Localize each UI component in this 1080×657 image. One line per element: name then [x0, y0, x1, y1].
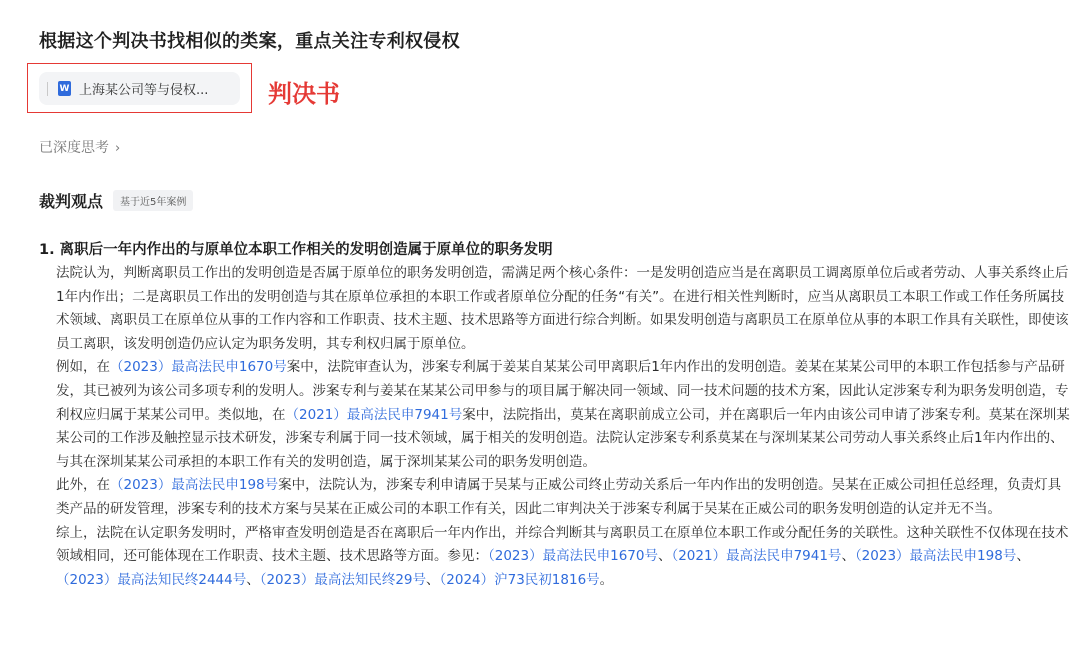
- case-link[interactable]: （2021）最高法民申7941号: [671, 548, 842, 565]
- text: 案中，法院指出，莫某在离职前成立公司，并在离职后一年内由该公司申请了涉案专利。莫某在深圳某某公司的工作涉及触控显示技术研发，涉案专利属于同一技术领域，属于相关的发明创造。法院认定涉案专利系莫某在与深圳某某公司劳动人事关系终止后1年内作出的、与其在深圳某某公司承担的本职工作有关的发明创造，属于深圳某某公司的职务发明创造。: [56, 406, 1070, 470]
- deep-thinking-label: 已深度思考: [39, 140, 109, 156]
- section-title-text: 裁判观点: [39, 192, 104, 211]
- word-doc-icon: W: [58, 81, 71, 96]
- text: 综上，法院在认定职务发明时，严格审查发明创造是否在离职后一年内作出，并综合判断其与离职员工在原单位本职工作或分配任务的关联性。这种关联性不仅体现在技术领域相同，还可能体现在工作职责、技术主题、技术思路等方面。参见：: [56, 524, 1069, 565]
- user-query: 根据这个判决书找相似的类案，重点关注专利权侵权: [39, 31, 460, 52]
- separator: 、: [841, 548, 855, 565]
- end-mark: 。: [599, 571, 614, 588]
- attachment-chip[interactable]: [39, 72, 240, 105]
- text: 例如，在: [56, 359, 110, 376]
- section-title: [39, 189, 193, 212]
- attachment-filename: 上海某公司等与侵权...: [79, 83, 209, 98]
- text: 此外，在: [56, 477, 110, 494]
- separator: 、: [1016, 548, 1030, 565]
- case-link[interactable]: （2023）最高法民申198号: [110, 477, 279, 494]
- text: 案中，法院审查认为，涉案专利属于姜某自某某公司甲离职后1年内作出的发明创造。姜某在某某公司甲的本职工作包括参与产品研发，其已被列为该公司多项专利的发明人。涉案专利与姜某在某某公司甲参与的项目属于解决同一领域、同一技术问题的技术方案，因此认定涉案专利为职务发明创造，专利权应归属于某某公司甲。类似地，在: [56, 359, 1069, 423]
- item-body: [56, 262, 1072, 592]
- paragraph-4: [56, 522, 1072, 593]
- item-title: 1. 离职后一年内作出的与原单位本职工作相关的发明创造属于原单位的职务发明: [39, 242, 553, 258]
- case-link[interactable]: （2023）最高法知民终29号: [259, 571, 427, 588]
- text: 案中，法院认为，涉案专利申请属于吴某与正威公司终止劳动关系后一年内作出的发明创造。吴某在正威公司担任总经理，负责灯具类产品的研发管理，涉案专利的技术方案与吴某在正威公司的本职工作有关，因此二审判决关于涉案专利属于吴某在正威公司的职务发明创造的认定并无不当。: [56, 477, 1062, 517]
- annotation-label: 判决书: [268, 80, 340, 108]
- case-link[interactable]: （2021）最高法民申7941号: [285, 406, 463, 423]
- case-link[interactable]: （2023）最高法民申1670号: [110, 359, 287, 376]
- case-link[interactable]: （2023）最高法民申198号: [854, 548, 1017, 565]
- paragraph-1: 法院认为，判断离职员工作出的发明创造是否属于原单位的职务发明创造，需满足两个核心条件：一是发明创造应当是在离职员工调离原单位后或者劳动、人事关系终止后1年内作出；二是离职员工作出的发明创造与其在原单位承担的本职工作或者原单位分配的任务“有关”。在进行相关性判断时，应当从离职员工本职工作或工作任务所属技术领域、离职员工在原单位从事的工作内容和工作职责、技术主题、技术思路等方面进行综合判断。如果发明创造与离职员工在原单位从事的本职工作具有关联性，即使该员工离职，该发明创造仍应认定为职务发明，其专利权归属于原单位。: [56, 265, 1069, 352]
- case-link[interactable]: （2024）沪73民初1816号: [439, 571, 600, 588]
- section-badge: 基于近5年案例: [113, 190, 193, 211]
- paragraph-2: [56, 356, 1072, 474]
- case-link[interactable]: （2023）最高法民申1670号: [488, 548, 658, 565]
- paragraph-3: [56, 474, 1072, 521]
- chip-divider: [47, 82, 48, 96]
- deep-thinking-toggle[interactable]: [39, 137, 120, 157]
- separator: 、: [426, 571, 440, 588]
- separator: 、: [246, 571, 260, 588]
- case-link[interactable]: （2023）最高法知民终2444号: [56, 571, 247, 588]
- separator: 、: [657, 548, 672, 565]
- chevron-right-icon: ›: [115, 141, 121, 156]
